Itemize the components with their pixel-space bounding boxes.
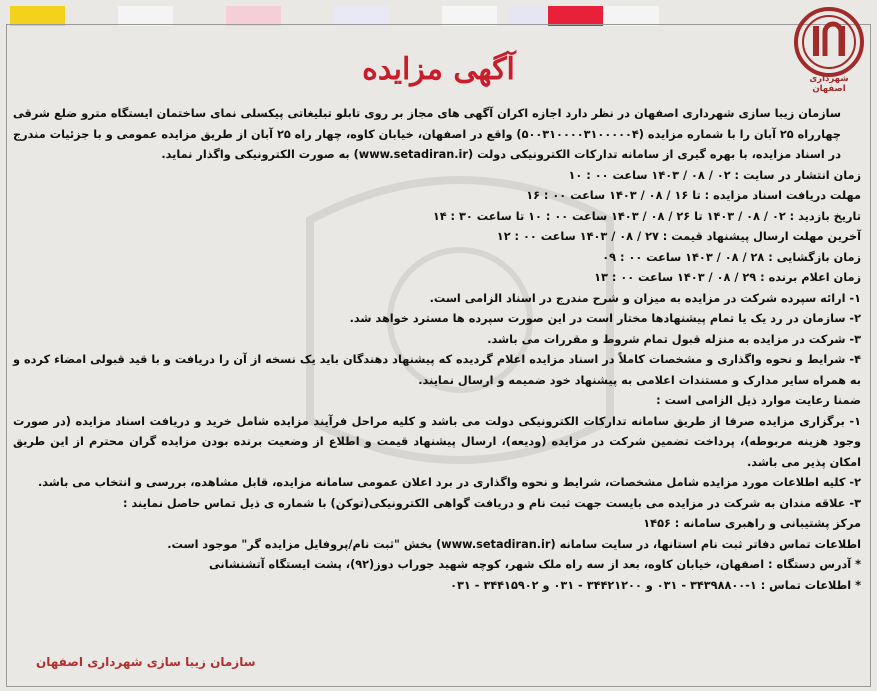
schedule-documents: مهلت دریافت اسناد مزایده : تا ۱۶ / ۰۸ / ۱۴۰۳ ساعت ۰۰ : ۱۶ xyxy=(526,189,861,202)
intro-paragraph: سازمان زیبا سازی شهرداری اصفهان در نظر دارد اجازه اکران آگهی های مجاز بر روی تابلو تبلیغاتی پیکسلی نمای ساختمان ایستگاه مترو ضلع شرقی چهارراه ۲۵ آبان را با شماره مزایده (۵۰۰۳۱۰۰۰۰۳۱۰۰۰۰۰۴) واقع در اصفهان، خیابان کاوه، چهار راه ۲۵ آبان از طریق مزایده عمومی و با جزئیات مندرج در اسناد مزایده، با بهره گیری از سامانه تدارکات الکترونیکی دولت (www.setadiran.ir) به صورت الکترونیکی واگذار نماید. xyxy=(13,107,841,161)
footer-organization: سازمان زیبا سازی شهرداری اصفهان xyxy=(36,655,256,669)
color-strip xyxy=(8,6,869,26)
schedule-winner: زمان اعلام برنده : ۲۹ / ۰۸ / ۱۴۰۳ ساعت ۰۰ : ۱۳ xyxy=(594,271,861,284)
swatch-white xyxy=(604,6,659,26)
support-line: مرکز پشتیبانی و راهبری سامانه : ۱۴۵۶ xyxy=(643,517,861,530)
contact-line: * اطلاعات تماس : ۱-۳۴۳۹۸۸۰۰ - ۰۳۱ و ۳۴۴۲۱۲۰۰ - ۰۳۱ و ۳۴۴۱۵۹۰۲ - ۰۳۱ xyxy=(450,578,861,592)
swatch-white xyxy=(118,6,173,26)
swatch-red xyxy=(548,6,603,26)
notice-item: ۲- کلیه اطلاعات مورد مزایده شامل مشخصات، شرایط و نحوه واگذاری در برد اعلان عمومی سامانه مزایده، قابل مشاهده، بررسی و انتخاب می باشد. xyxy=(37,476,861,489)
notice-item: ۱- برگزاری مزایده صرفا از طریق سامانه تدارکات الکترونیکی دولت می باشد و کلیه مراحل فرآیند مزایده شامل خرید و دریافت اسناد مزایده (در صورت وجود هزینه مربوطه)، پرداخت تضمین شرکت در مزایده (ودیعه)، ارسال پیشنهاد قیمت و اطلاع از وضعیت برنده بودن مزایده گران محترم از این طریق امکان پذیر می باشد. xyxy=(13,414,861,469)
schedule-deadline: آخرین مهلت ارسال پیشنهاد قیمت : ۲۷ / ۰۸ / ۱۴۰۳ ساعت ۰۰ : ۱۲ xyxy=(496,230,861,243)
notice-body xyxy=(13,104,861,596)
schedule-opening: زمان بازگشایی : ۲۸ / ۰۸ / ۱۴۰۳ ساعت ۰۰ : ۰۹ xyxy=(602,250,861,264)
swatch-pink xyxy=(226,6,281,26)
page-title: آگهی مزایده xyxy=(362,52,515,87)
schedule-visit: تاریخ بازدید : ۰۲ / ۰۸ / ۱۴۰۳ تا ۲۶ / ۰۸ / ۱۴۰۳ ساعت ۰۰ : ۱۰ تا ساعت ۳۰ : ۱۴ xyxy=(432,209,861,223)
swatch-lavender xyxy=(334,6,389,26)
condition-item: ۲- سازمان در رد یک یا تمام پیشنهادها مختار است در این صورت سپرده ها مسترد خواهد شد. xyxy=(349,312,861,325)
notice-heading: ضمنا رعایت موارد ذیل الزامی است : xyxy=(656,394,861,407)
condition-item: ۴- شرایط و نحوه واگذاری و مشخصات کاملاً در اسناد مزایده اعلام گردیده که پیشنهاد دهندگان باید یک نسخه از آن را دریافت و با قید قبولی امضاء کرده و به همراه سایر مدارک و مستندات اعلامی به پیشنهاد خود ضمیمه و ارسال نمایند. xyxy=(13,353,861,387)
registration-line: اطلاعات تماس دفاتر ثبت نام استانها، در سایت سامانه (www.setadiran.ir) بخش "ثبت نام/پروفایل مزایده گر" موجود است. xyxy=(167,537,861,551)
swatch-white xyxy=(442,6,497,26)
schedule-publish: زمان انتشار در سایت : ۰۲ / ۰۸ / ۱۴۰۳ ساعت ۰۰ : ۱۰ xyxy=(568,168,861,182)
condition-item: ۳- شرکت در مزایده به منزله قبول تمام شروط و مقررات می باشد. xyxy=(487,332,861,346)
swatch-yellow xyxy=(10,6,65,26)
notice-item: ۳- علاقه مندان به شرکت در مزایده می بایست جهت ثبت نام و دریافت گواهی الکترونیکی(توکن) با شماره ی ذیل تماس حاصل نمایند : xyxy=(123,496,861,510)
logo-caption: شهرداری اصفهان xyxy=(809,74,849,94)
address-line: * آدرس دستگاه : اصفهان، خیابان کاوه، بعد از سه راه ملک شهر، کوچه شهید جوراب دوز(۹۲)، پشت ایستگاه آتشنشانی xyxy=(208,558,861,571)
condition-item: ۱- ارائه سپرده شرکت در مزایده به میزان و شرح مندرج در اسناد الزامی است. xyxy=(429,291,861,305)
